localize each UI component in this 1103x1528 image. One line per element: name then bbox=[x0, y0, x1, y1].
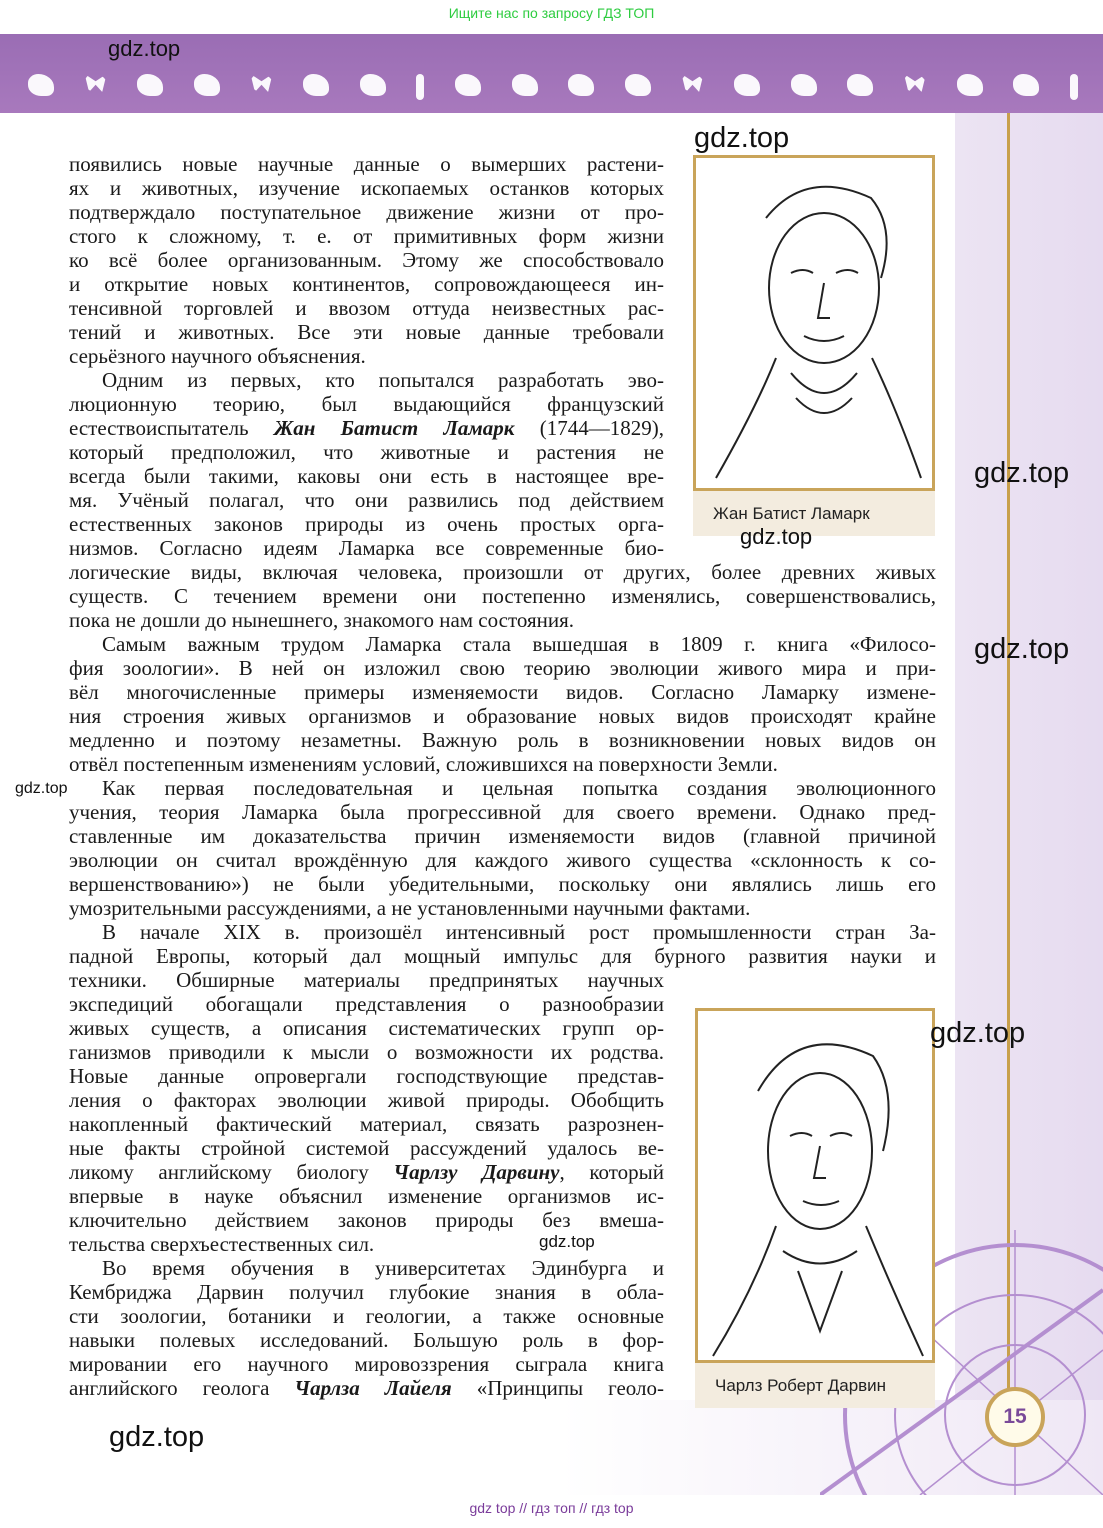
text-line bbox=[69, 920, 936, 944]
watermark: gdz.top bbox=[108, 36, 181, 61]
text-line bbox=[69, 704, 936, 728]
text-segment: (1744—1829), bbox=[514, 416, 664, 440]
heron-icon bbox=[1070, 74, 1078, 100]
text-segment: навыки полевых исследований. Большую роль в фор- bbox=[69, 1328, 664, 1352]
text-segment: пока не дошли до нынешнего, знакомого нам состояния. bbox=[69, 608, 575, 632]
text-line bbox=[69, 992, 664, 1016]
text-segment: естественных законов природы из очень простых орга- bbox=[69, 512, 664, 536]
text-line bbox=[69, 896, 936, 920]
text-segment: ганизмов приводили к мысли о возможности их родства. bbox=[69, 1040, 664, 1064]
goat-icon bbox=[360, 74, 386, 96]
text-line bbox=[69, 1376, 664, 1400]
gold-divider bbox=[1007, 113, 1010, 1398]
text-line bbox=[69, 1016, 664, 1040]
text-segment: существ. С течением времени они постепенно изменялись, совершенствовались, bbox=[69, 584, 936, 608]
text-segment: ления о факторах эволюции живой природы. Обобщить bbox=[69, 1088, 664, 1112]
text-segment: Новые данные опровергали господствующие представ- bbox=[69, 1064, 664, 1088]
darwin-caption: Чарлз Роберт Дарвин bbox=[695, 1363, 935, 1408]
person-name: Жан Батист Ламарк bbox=[273, 416, 515, 440]
scorpion-icon bbox=[137, 74, 163, 96]
text-line bbox=[69, 536, 664, 560]
text-line bbox=[69, 224, 664, 248]
text-line bbox=[69, 1040, 664, 1064]
text-segment: появились новые научные данные о вымерших растени- bbox=[69, 152, 664, 176]
text-line bbox=[69, 680, 936, 704]
text-segment: живых существ, а описания систематических групп ор- bbox=[69, 1016, 664, 1040]
text-line bbox=[69, 488, 664, 512]
text-segment: отвёл постепенным изменениям условий, сложившихся на поверхности Земли. bbox=[69, 752, 778, 776]
scorpion-icon bbox=[791, 74, 817, 96]
text-segment: ния строения живых организмов и образование новых видов происходят крайне bbox=[69, 704, 936, 728]
whale-icon bbox=[303, 74, 329, 96]
text-segment: ные факты стройной системой рассуждений удалось ве- bbox=[69, 1136, 664, 1160]
text-segment: ставленные им доказательства причин изменяемости видов (главной причиной bbox=[69, 824, 936, 848]
watermark: gdz.top bbox=[694, 122, 790, 154]
text-segment: серьёзного научного объяснения. bbox=[69, 344, 366, 368]
text-segment: ко всё более организованным. Этому же способствовало bbox=[69, 248, 664, 272]
text-segment: впервые в науке объяснил изменение организмов ис- bbox=[69, 1184, 664, 1208]
insect-icon bbox=[455, 74, 481, 96]
text-line bbox=[69, 464, 664, 488]
text-line bbox=[69, 1136, 664, 1160]
text-line bbox=[69, 1184, 664, 1208]
text-segment: подтверждало поступательное движение жизни от про- bbox=[69, 200, 664, 224]
watermark: gdz.top bbox=[15, 780, 68, 797]
animal-icons-row bbox=[28, 74, 1078, 100]
text-segment: техники. Обширные материалы предпринятых научных bbox=[69, 968, 664, 992]
person-name: Чарлза Лайеля bbox=[294, 1376, 452, 1400]
text-segment: тенсивной торговлей и ввозом оттуда неизвестных рас- bbox=[69, 296, 664, 320]
text-line bbox=[69, 608, 936, 632]
text-line bbox=[69, 1208, 664, 1232]
text-line bbox=[69, 584, 936, 608]
text-segment: Как первая последовательная и цельная попытка создания эволюционного bbox=[102, 776, 936, 800]
text-segment: всегда были такими, каковы они есть в настоящее вре- bbox=[69, 464, 664, 488]
watermark: gdz.top bbox=[930, 1017, 1026, 1049]
text-segment: Одним из первых, кто попытался разработать эво- bbox=[102, 368, 664, 392]
text-line bbox=[69, 392, 664, 416]
text-line bbox=[69, 1112, 664, 1136]
text-segment: умозрительными рассуждениями, а не установленными научными фактами. bbox=[69, 896, 751, 920]
text-segment: мя. Учёный полагал, что они развились под действием bbox=[69, 488, 664, 512]
text-segment: «Принципы геоло- bbox=[451, 1376, 665, 1400]
text-segment: естествоиспытатель bbox=[69, 416, 274, 440]
page-number: 15 bbox=[985, 1387, 1045, 1447]
butterfly-icon bbox=[85, 74, 107, 92]
text-line bbox=[69, 560, 936, 584]
text-segment: логические виды, включая человека, произошли от других, более древних живых bbox=[69, 560, 936, 584]
text-segment: мировании его научного мировоззрения сыграла книга bbox=[69, 1352, 664, 1376]
text-line bbox=[69, 272, 664, 296]
butterfly-icon bbox=[682, 74, 704, 92]
text-segment: стого к сложному, т. е. от примитивных форм жизни bbox=[69, 224, 664, 248]
text-line bbox=[69, 632, 936, 656]
text-line bbox=[69, 1352, 664, 1376]
darwin-portrait-image bbox=[698, 1011, 932, 1360]
text-segment: и открытие новых континентов, сопровождающееся ин- bbox=[69, 272, 664, 296]
animal-silhouette-icon bbox=[28, 74, 54, 96]
whale-icon bbox=[957, 74, 983, 96]
text-segment: низмов. Согласно идеям Ламарка все современные био- bbox=[69, 536, 664, 560]
text-segment: тельства сверхъестественных сил. bbox=[69, 1232, 375, 1256]
text-line bbox=[69, 1328, 664, 1352]
text-segment: люционную теорию, был выдающийся французский bbox=[69, 392, 664, 416]
text-line bbox=[69, 728, 936, 752]
darwin-portrait bbox=[695, 1008, 935, 1363]
text-line bbox=[69, 296, 664, 320]
text-line bbox=[69, 200, 664, 224]
watermark: gdz.top bbox=[974, 457, 1070, 489]
text-line bbox=[69, 968, 664, 992]
text-line bbox=[69, 176, 664, 200]
text-line bbox=[69, 1064, 664, 1088]
text-line bbox=[69, 752, 936, 776]
text-line bbox=[69, 320, 664, 344]
text-segment: падной Европы, который дал мощный импульс для бурного развития науки и bbox=[69, 944, 936, 968]
bird-icon bbox=[251, 74, 273, 92]
goat-icon bbox=[1013, 74, 1039, 96]
watermark: gdz.top bbox=[974, 633, 1070, 665]
text-line bbox=[69, 1304, 664, 1328]
text-line bbox=[69, 800, 936, 824]
text-segment: Кембриджа Дарвин получил глубокие знания в обла- bbox=[69, 1280, 664, 1304]
text-segment: накопленный фактический материал, связать разрознен- bbox=[69, 1112, 664, 1136]
bird-icon bbox=[904, 74, 926, 92]
watermark: gdz.top bbox=[740, 524, 813, 549]
horse-icon bbox=[847, 74, 873, 96]
person-name: Чарлзу Дарвину bbox=[393, 1160, 560, 1184]
search-hint: Ищите нас по запросу ГДЗ ТОП bbox=[448, 5, 655, 21]
text-line bbox=[69, 776, 936, 800]
text-segment: медленно и поэтому незаметны. Важную роль в возникновении новых видов он bbox=[69, 728, 936, 752]
text-segment: английского геолога bbox=[69, 1376, 295, 1400]
watermark: gdz.top bbox=[109, 1421, 205, 1453]
horse-icon bbox=[194, 74, 220, 96]
text-line bbox=[69, 1256, 664, 1280]
text-segment: , который bbox=[559, 1160, 665, 1184]
lamarck-portrait bbox=[693, 155, 935, 491]
text-segment: ключительно действием законов природы без вмеша- bbox=[69, 1208, 664, 1232]
text-line bbox=[69, 848, 936, 872]
text-segment: В начале XIX в. произошёл интенсивный рост промышленности стран За- bbox=[102, 920, 936, 944]
text-line bbox=[69, 248, 664, 272]
text-segment: фия зоологии». В ней он изложил свою теорию эволюции живого мира и при- bbox=[69, 656, 936, 680]
text-line bbox=[69, 1160, 664, 1184]
footer-links: gdz top // гдз топ // гдз top bbox=[469, 1500, 634, 1516]
text-line bbox=[69, 416, 664, 440]
text-segment: ях и животных, изучение ископаемых останков которых bbox=[69, 176, 664, 200]
text-segment: тений и животных. Все эти новые данные требовали bbox=[69, 320, 664, 344]
text-segment: учения, теория Ламарка была прогрессивной для своего времени. Однако пред- bbox=[69, 800, 936, 824]
text-segment: сти зоологии, ботаники и геологии, а также основные bbox=[69, 1304, 664, 1328]
text-segment: Во время обучения в университетах Эдинбурга и bbox=[102, 1256, 664, 1280]
text-line bbox=[69, 1088, 664, 1112]
heron-icon bbox=[416, 74, 424, 100]
lamarck-portrait-image bbox=[696, 158, 932, 488]
text-segment: ликому английскому биологу bbox=[69, 1160, 394, 1184]
elephant-icon bbox=[734, 74, 760, 96]
antelope-icon bbox=[625, 74, 651, 96]
text-line bbox=[69, 872, 936, 896]
text-segment: вёл многочисленные примеры изменяемости видов. Согласно Ламарку измене- bbox=[69, 680, 936, 704]
text-segment: экспедиций обогащали представления о разнообразии bbox=[69, 992, 664, 1016]
lamarck-caption: Жан Батист Ламарк bbox=[693, 491, 935, 536]
text-line bbox=[69, 152, 664, 176]
monkey-icon bbox=[568, 74, 594, 96]
text-line bbox=[69, 944, 936, 968]
watermark: gdz.top bbox=[539, 1232, 595, 1251]
text-line bbox=[69, 368, 664, 392]
bull-icon bbox=[512, 74, 538, 96]
text-line bbox=[69, 656, 936, 680]
text-line bbox=[69, 824, 936, 848]
text-segment: Самым важным трудом Ламарка стала вышедшая в 1809 г. книга «Филосо- bbox=[102, 632, 936, 656]
text-line bbox=[69, 440, 664, 464]
text-segment: вершенствованию») не были убедительными, поскольку они являлись лишь его bbox=[69, 872, 936, 896]
text-line bbox=[69, 512, 664, 536]
text-segment: который предположил, что животные и растения не bbox=[69, 440, 664, 464]
text-line bbox=[69, 1280, 664, 1304]
text-segment: эволюции он считал врождённую для каждого живого существа «склонность к со- bbox=[69, 848, 936, 872]
text-line bbox=[69, 344, 664, 368]
